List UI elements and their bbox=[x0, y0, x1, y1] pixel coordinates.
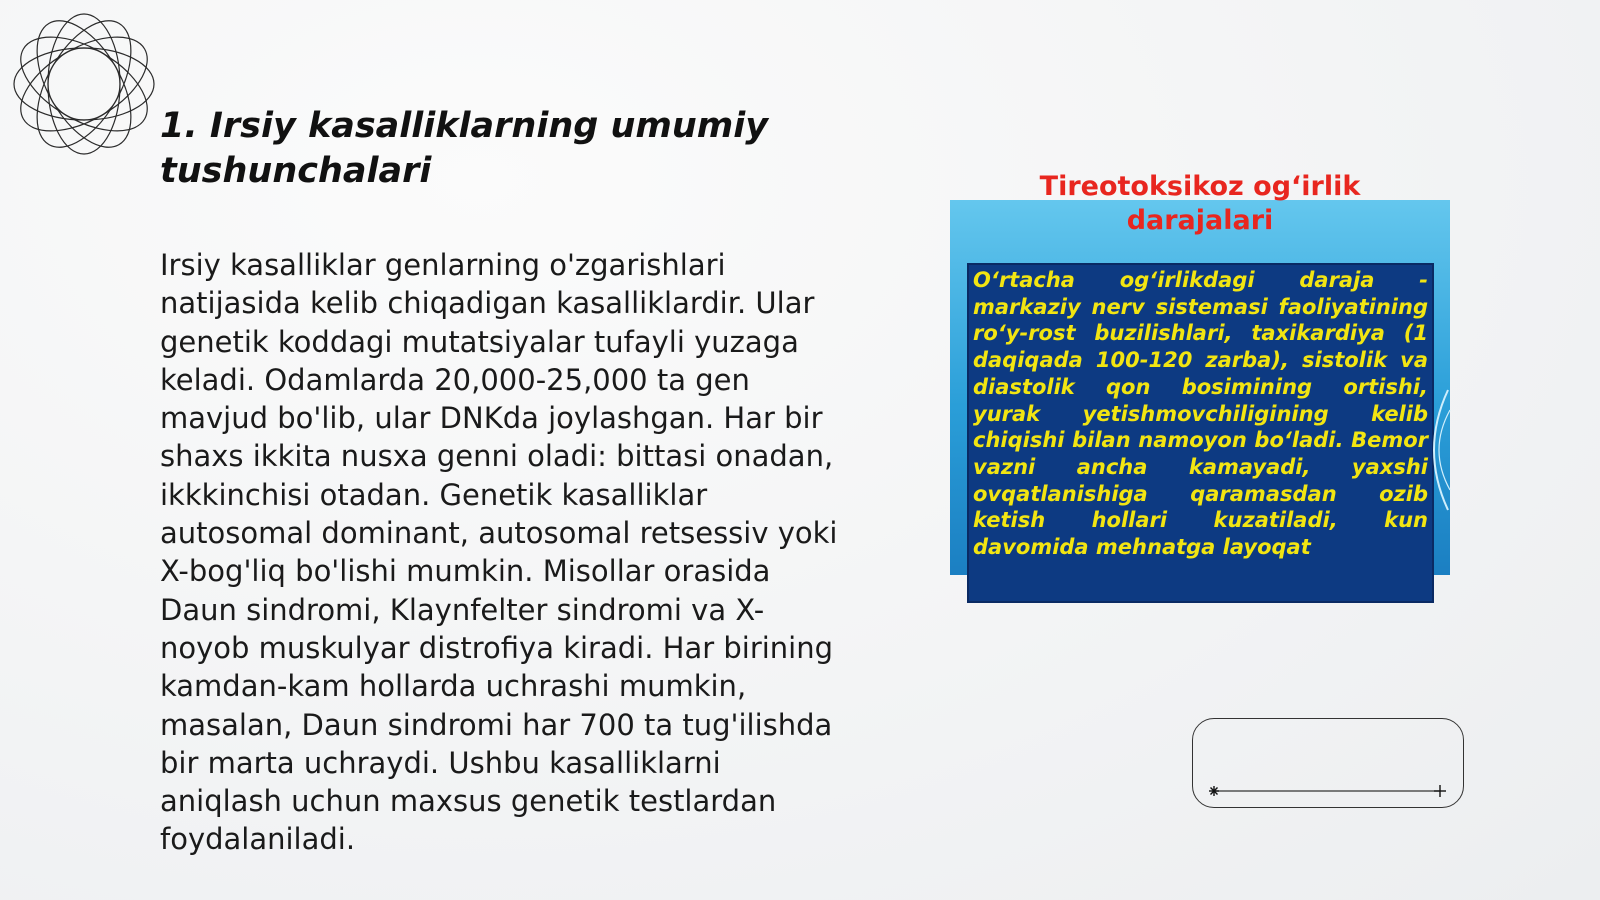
image-box-text: O‘rtacha og‘irlikdagi daraja - markaziy nerv sistemasi faoliyatining ro‘y-rost buzilishlari, taxikardiya (1 daqiqada 100-120 zarba), sistolik va diastolik qon bosimining ortishi, yurak yetishmovchiligining kelib chiqishi bilan namoyon bo‘ladi. Bemor vazni ancha kamayadi, yaxshi ovqatlanishiga qaramasdan ozib ketish hollari kuzatiladi, kun davomida mehnatga layoqat bbox=[973, 268, 1428, 560]
embedded-slide-image bbox=[950, 171, 1450, 575]
decorative-swoosh bbox=[1420, 390, 1450, 510]
image-title-line2: darajalari bbox=[1126, 205, 1274, 236]
sparkle-icon[interactable] bbox=[1209, 786, 1219, 796]
slide-body-text: Irsiy kasalliklar genlarning o'zgarishlari natijasida kelib chiqadigan kasalliklardir. Ular genetik koddagi mutatsiyalar tufayli yuzaga keladi. Odamlarda 20,000-25,000 ta gen mavjud bo'lib, ular DNKda joylashgan. Har bir shaxs ikkita nusxa genni oladi: bittasi onadan, ikkkinchisi otadan. Genetik kasalliklar autosomal dominant, autosomal retsessiv yoki X-bog'liq bo'lishi mumkin. Misollar orasida Daun sindromi, Klaynfelter sindromi va X-noyob muskulyar distrofiya kiradi. Har birining kamdan-kam hollarda uchrashi mumkin, masalan, Daun sindromi har 700 ta tug'ilishda bir marta uchraydi. Ushbu kasalliklarni aniqlash uchun maxsus genetik testlardan foydalaniladi. bbox=[160, 248, 838, 857]
ring-ornament-icon bbox=[8, 8, 160, 160]
crosshair-icon[interactable] bbox=[1434, 785, 1446, 797]
navigation-track[interactable] bbox=[1208, 786, 1446, 796]
image-title bbox=[950, 170, 1450, 238]
image-text-box bbox=[967, 263, 1434, 603]
slide-title: 1. Irsiy kasalliklarning umumiy tushunchalari bbox=[160, 106, 769, 191]
image-title-line1: Tireotoksikoz og‘irlik bbox=[1039, 171, 1361, 202]
